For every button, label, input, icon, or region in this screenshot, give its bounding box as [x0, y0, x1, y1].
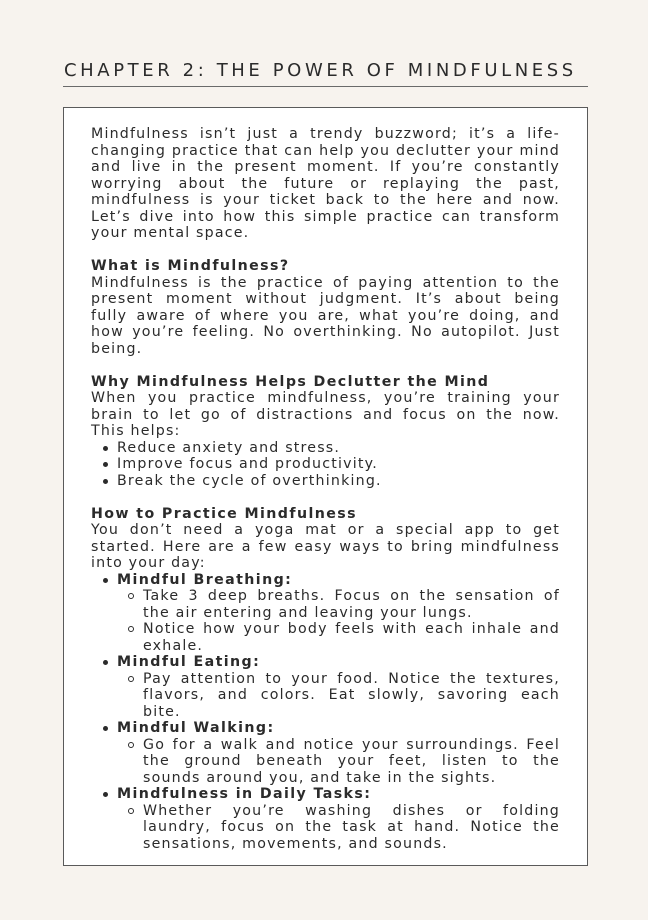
practice-label: Mindful Walking:: [117, 720, 275, 736]
title-divider: [63, 86, 588, 87]
practice-sublist: [117, 803, 560, 853]
section-body-how: You don’t need a yoga mat or a special app to get started. Here are a few easy ways to bring mindfulness into your day:: [91, 522, 560, 571]
section-heading-what-is: What is Mindfulness?: [91, 258, 290, 274]
list-item: Whether you’re washing dishes or folding laundry, focus on the task at hand. Notice the sensations, movements, and sounds.: [143, 802, 560, 852]
list-item: Reduce anxiety and stress.: [117, 440, 560, 457]
practice-item-breathing: [117, 572, 560, 655]
section-body-why: When you practice mindfulness, you’re training your brain to let go of distractions and focus on the now. This helps:: [91, 390, 560, 439]
list-item: Pay attention to your food. Notice the textures, flavors, and colors. Eat slowly, savoring each bite.: [143, 670, 560, 720]
practice-sublist: [117, 737, 560, 787]
benefits-list: [91, 440, 560, 490]
chapter-title: CHAPTER 2: THE POWER OF MINDFULNESS: [64, 60, 577, 81]
section-heading-how: How to Practice Mindfulness: [91, 505, 357, 522]
list-item: Notice how your body feels with each inhale and exhale.: [143, 621, 560, 654]
practice-item-eating: [117, 654, 560, 720]
content-body: [91, 126, 560, 852]
section-heading-why: Why Mindfulness Helps Declutter the Mind: [91, 373, 490, 390]
practice-sublist: [117, 671, 560, 721]
practices-list: [91, 572, 560, 853]
section-body-what-is: Mindfulness is the practice of paying attention to the present moment without judgment. It’s about being fully aware of where you are, what you’re doing, and how you’re feeling. No overthinking. No autopilot. Just being.: [91, 274, 560, 357]
intro-paragraph: Mindfulness isn’t just a trendy buzzword; it’s a life-changing practice that can help you declutter your mind and live in the present moment. If you’re constantly worrying about the future or replaying the past, mindfulness is your ticket back to the here and now. Let’s dive into how this simple practice can transform your mental space.: [91, 126, 560, 241]
practice-sublist: [117, 588, 560, 654]
practice-label: Mindful Breathing:: [117, 571, 293, 588]
practice-label: Mindfulness in Daily Tasks:: [117, 786, 372, 802]
list-item: Improve focus and productivity.: [117, 456, 560, 473]
list-item: Go for a walk and notice your surroundings. Feel the ground beneath your feet, listen to the sounds around you, and take in the sights.: [143, 736, 560, 786]
practice-item-daily-tasks: [117, 786, 560, 852]
list-item: Take 3 deep breaths. Focus on the sensation of the air entering and leaving your lungs.: [143, 588, 560, 621]
practice-item-walking: [117, 720, 560, 786]
list-item: Break the cycle of overthinking.: [117, 473, 560, 490]
content-box: [63, 107, 588, 866]
practice-label: Mindful Eating:: [117, 654, 261, 670]
